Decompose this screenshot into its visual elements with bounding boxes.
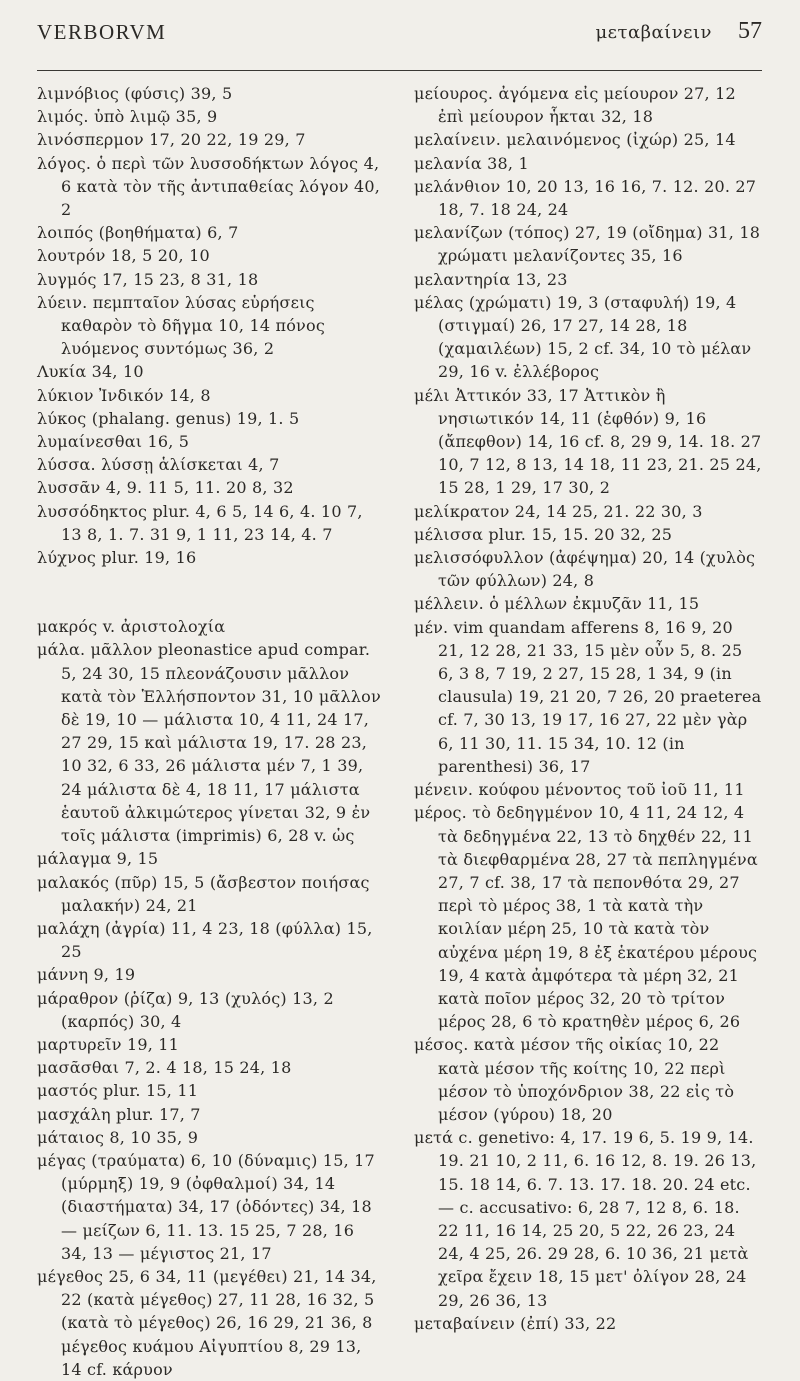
index-entry: μαστός plur. 15, 11 xyxy=(37,1081,199,1101)
index-entry: λύκος (phalang. genus) 19, 1. 5 xyxy=(37,408,300,428)
index-entry: λύκιον Ἰνδικόν 14, 8 xyxy=(37,385,211,405)
index-entry: μέλι Ἀττικόν 33, 17 Ἀττικὸν ἢ νησιωτικόν 14, 11 (ἑφθόν) 9, 16 (ἄπεφθον) 14, 16 cf. 8, 29 9, 14. 18. 27 10, 7 12, 8 13, 14 18, 11 23, 21. 25 24, 15 28, 1 29, 17 30, 2 xyxy=(414,385,762,498)
index-entry: μέρος. τὸ δεδηγμένον 10, 4 11, 24 12, 4 τὰ δεδηγμένα 22, 13 τὸ δηχθέν 22, 11 τὰ διεφθαρμένα 28, 27 τὰ πεπληγμένα 27, 7 cf. 38, 17 τὰ πεπονθότα 29, 27 περὶ τὸ μέρος 38, 1 τὰ κατὰ τὴν κοιλίαν μέρη 25, 10 τὰ κατὰ τὸν αὐχένα μέρη 19, 8 ἐξ ἑκατέρου μέρους 19, 4 κατὰ ἀμφότερα τὰ μέρη 32, 21 κατὰ ποῖον μέρος 32, 20 τὸ τρίτον μέρος 28, 6 τὸ κρατηθὲν μέρος 6, 26 xyxy=(414,803,758,1032)
right-entries xyxy=(414,82,762,1335)
index-entry: μάλα. μᾶλλον pleonastice apud compar. 5, 24 30, 15 πλεονάζουσιν μᾶλλον κατὰ τὸν Ἑλλήσποντον 31, 10 μᾶλλον δὲ 19, 10 — μάλιστα 10, 4 11, 24 17, 27 29, 15 καὶ μάλιστα 19, 17. 28 23, 10 32, 6 33, 26 μάλιστα μέν 7, 1 39, 24 μάλιστα δὲ 4, 18 11, 17 μάλιστα ἑαυτοῦ ἀλκιμώτερος γίνεται 32, 9 ἐν τοῖς μάλιστα (imprimis) 6, 28 v. ὡς xyxy=(37,640,381,846)
page-number: 57 xyxy=(738,18,762,44)
index-entry: μέσος. κατὰ μέσον τῆς οἰκίας 10, 22 κατὰ μέσον τῆς κοίτης 10, 22 περὶ μέσον τὸ ὑποχόνδριον 38, 22 εἰς τὸ μέσον (γύρου) 18, 20 xyxy=(414,1035,735,1124)
index-entry: μακρός v. ἀριστολοχία xyxy=(37,617,226,637)
index-entry: λιμός. ὑπὸ λιμῷ 35, 9 xyxy=(37,107,218,127)
index-entry: μέλισσα plur. 15, 15. 20 32, 25 xyxy=(414,524,673,544)
index-entry: λουτρόν 18, 5 20, 10 xyxy=(37,246,210,266)
index-entry: μελαντηρία 13, 23 xyxy=(414,269,568,289)
index-entry: μαλάχη (ἀγρία) 11, 4 23, 18 (φύλλα) 15, 25 xyxy=(37,918,373,962)
index-entry: μελάνθιον 10, 20 13, 16 16, 7. 12. 20. 27 18, 7. 18 24, 24 xyxy=(414,176,757,220)
index-entry: μελαίνειν. μελαινόμενος (ἰχώρ) 25, 14 xyxy=(414,130,736,150)
index-entry: λοιπός (βοηθήματα) 6, 7 xyxy=(37,223,239,243)
index-entry: μέλας (χρώματι) 19, 3 (σταφυλή) 19, 4 (στιγμαί) 26, 17 27, 14 28, 18 (χαμαιλέων) 15, 2 cf. 34, 10 τὸ μέλαν 29, 16 v. ἐλλέβορος xyxy=(414,292,752,382)
index-entry: μάλαγμα 9, 15 xyxy=(37,849,159,869)
running-head-right xyxy=(595,18,762,45)
index-entry: μέγεθος 25, 6 34, 11 (μεγέθει) 21, 14 34, 22 (κατὰ μέγεθος) 27, 11 28, 16 32, 5 (κατὰ τὸ μέγεθος) 26, 16 29, 21 36, 8 μέγεθος κυάμου Αἰγυπτίου 8, 29 13, 14 cf. κάρυον xyxy=(37,1266,377,1379)
index-entry: μαρτυρεῖν 19, 11 xyxy=(37,1034,180,1054)
index-entry: μένειν. κούφου μένοντος τοῦ ἰοῦ 11, 11 xyxy=(414,780,745,800)
letter-section-gap xyxy=(37,569,385,615)
index-entry: λύχνος plur. 19, 16 xyxy=(37,548,197,568)
index-entry: μασᾶσθαι 7, 2. 4 18, 15 24, 18 xyxy=(37,1058,292,1078)
index-entry: μελανίζων (τόπος) 27, 19 (οἴδημα) 31, 18 χρώματι μελανίζοντες 35, 16 xyxy=(414,223,761,266)
index-entry: λύσσα. λύσσῃ ἁλίσκεται 4, 7 xyxy=(37,455,280,475)
index-entry: μαλακός (πῦρ) 15, 5 (ἄσβεστον ποιήσας μαλακήν) 24, 21 xyxy=(37,872,370,915)
header-rule xyxy=(37,70,762,71)
index-entry: μέλλειν. ὁ μέλλων ἐκμυζᾶν 11, 15 xyxy=(414,594,700,614)
index-entry: μεταβαίνειν (ἐπί) 33, 22 xyxy=(414,1313,617,1333)
index-entry: Λυκία 34, 10 xyxy=(37,362,144,382)
index-entry: μάννη 9, 19 xyxy=(37,965,136,985)
index-entry: λόγος. ὁ περὶ τῶν λυσσοδήκτων λόγος 4, 6 κατὰ τὸν τῆς ἀντιπαθείας λόγον 40, 2 xyxy=(37,153,381,220)
index-entry: λυγμός 17, 15 23, 8 31, 18 xyxy=(37,269,259,289)
index-entry: μελανία 38, 1 xyxy=(414,153,529,173)
index-entry: λυσσόδηκτος plur. 4, 6 5, 14 6, 4. 10 7, 13 8, 1. 7. 31 9, 1 11, 23 14, 4. 7 xyxy=(37,501,363,544)
index-entry: μείουρος. ἀγόμενα εἰς μείουρον 27, 12 ἐπὶ μείουρον ἧκται 32, 18 xyxy=(414,84,736,127)
guide-word: μεταβαίνειν xyxy=(595,22,712,43)
index-entry: μελισσόφυλλον (ἀφέψημα) 20, 14 (χυλὸς τῶν φύλλων) 24, 8 xyxy=(414,548,756,591)
index-entry: λινόσπερμον 17, 20 22, 19 29, 7 xyxy=(37,130,306,150)
index-entry: μέγας (τραύματα) 6, 10 (δύναμις) 15, 17 (μύρμηξ) 19, 9 (ὀφθαλμοί) 34, 14 (διαστήματα) 34, 17 (ὀδόντες) 34, 18 — μείζων 6, 11. 13. 15 25, 7 28, 16 34, 13 — μέγιστος 21, 17 xyxy=(37,1150,375,1263)
index-entry: μέν. vim quandam afferens 8, 16 9, 20 21, 12 28, 21 33, 15 μὲν οὖν 5, 8. 25 6, 3 8, 7 19, 2 27, 15 28, 1 34, 9 (in clausula) 19, 21 20, 7 26, 20 praeterea cf. 7, 30 13, 19 17, 16 27, 22 μὲν γὰρ 6, 11 30, 11. 15 34, 10. 12 (in parenthesi) 36, 17 xyxy=(414,617,762,776)
index-entry: μάταιος 8, 10 35, 9 xyxy=(37,1127,199,1147)
index-entry: μετά c. genetivo: 4, 17. 19 6, 5. 19 9, 14. 19. 21 10, 2 11, 6. 16 12, 8. 19. 26 13, 15. 18 14, 6. 7. 13. 17. 18. 20. 24 etc. — c. accusativo: 6, 28 7, 12 8, 6. 18. 22 11, 16 14, 25 20, 5 22, 26 23, 24 24, 4 25, 26. 29 28, 6. 10 36, 21 μετὰ χεῖρα ἔχειν 18, 15 μετ' ὀλίγον 28, 24 29, 26 36, 13 xyxy=(414,1128,757,1310)
right-column xyxy=(414,82,762,1335)
running-head-left: VERBORVM xyxy=(37,20,167,44)
index-entry: λυμαίνεσθαι 16, 5 xyxy=(37,432,190,452)
index-entry: λυσσᾶν 4, 9. 11 5, 11. 20 8, 32 xyxy=(37,478,294,498)
index-entry: μάραθρον (ῥίζα) 9, 13 (χυλός) 13, 2 (καρπός) 30, 4 xyxy=(37,988,334,1031)
left-entries-mu xyxy=(37,615,385,1381)
index-entry: λύειν. πεμπταῖον λύσας εὑρήσεις καθαρὸν τὸ δῆγμα 10, 14 πόνος λυόμενος συντόμως 36, 2 xyxy=(37,292,325,359)
index-entry: μασχάλη plur. 17, 7 xyxy=(37,1104,201,1124)
index-entry: λιμνόβιος (φύσις) 39, 5 xyxy=(37,84,233,103)
left-entries-lambda xyxy=(37,82,385,569)
left-column xyxy=(37,82,385,1381)
index-entry: μελίκρατον 24, 14 25, 21. 22 30, 3 xyxy=(414,501,703,521)
